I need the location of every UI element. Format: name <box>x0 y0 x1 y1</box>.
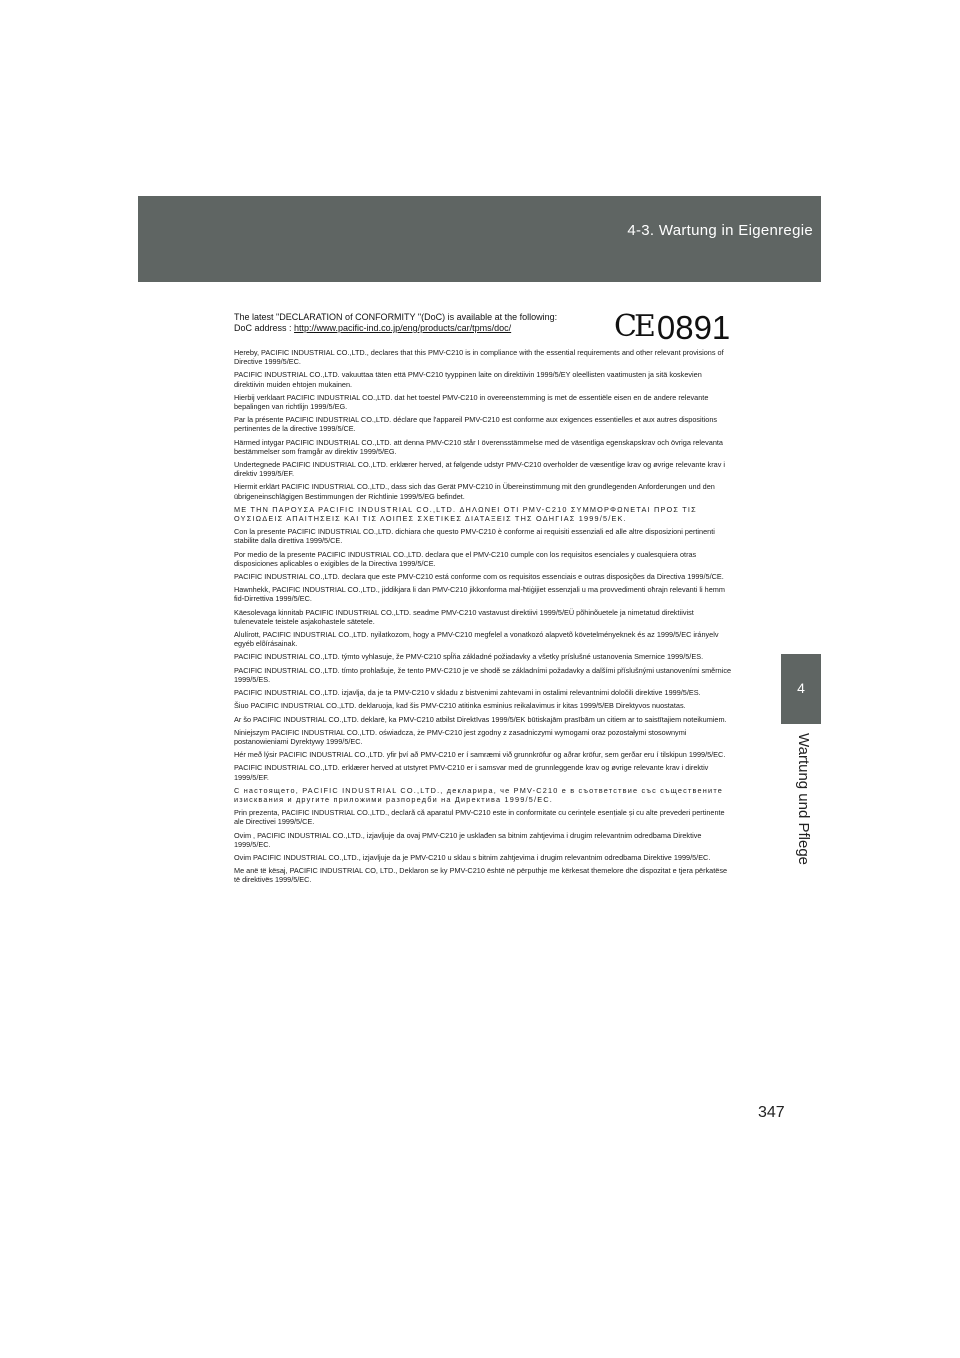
declaration-pl: Niniejszym PACIFIC INDUSTRIAL CO.,LTD. oświadcza, że PMV-C210 jest zgodny z zasadniczymi wymogami oraz pozostałymi stosownymi postanowieniami Dyrektywy 1999/5/EC. <box>234 727 687 746</box>
declaration-en: Hereby, PACIFIC INDUSTRIAL CO.,LTD., declares that this PMV-C210 is in compliance with the essential requirements and other relevant provisions of Directive 1999/5/EC. <box>234 348 724 367</box>
declaration-et: Käesolevaga kinnitab PACIFIC INDUSTRIAL CO.,LTD. seadme PMV-C210 vastavust direktiivi 1999/5/EÜ põhinõuetele ja nimetatud direktiivist tulenevatele teistele asjakohastele sätetele. <box>234 607 694 626</box>
declaration-sv: Härmed intygar PACIFIC INDUSTRIAL CO.,LTD. att denna PMV-C210 står I överensstämmelse med de väsentliga egenskapskrav och övriga relevanta bestämmelser som framgår av direktiv 1999/5/EG. <box>234 437 723 456</box>
ce-logo-icon: CE <box>614 309 653 344</box>
declaration-list <box>234 348 734 885</box>
declaration-el: ΜΕ ΤΗΝ ΠΑΡΟΥΣΑ PACIFIC INDUSTRIAL CO.,LTD. ΔΗΛΩΝΕΙ ΟΤΙ PMV-C210 ΣΥΜΜΟΡΦΩΝΕΤΑΙ ΠΡΟΣ ΤΙΣ ΟΥΣΙΩΔΕΙΣ ΑΠΑΙΤΗΣΕΙΣ ΚΑΙ ΤΙΣ ΛΟΙΠΕΣ ΣΧΕΤΙΚΕΣ ΔΙΑΤΑΞΕΙΣ ΤΗΣ ΟΔΗΓΙΑΣ 1999/5/ΕΚ. <box>234 504 697 524</box>
chapter-label-text: Wartung und Pflege <box>795 733 812 866</box>
declaration-sl: PACIFIC INDUSTRIAL CO.,LTD. izjavlja, da je ta PMV-C210 v skladu z bistvenimi zahtevami in ostalimi relevantnimi določili direktive 1999/5/ES. <box>234 688 701 698</box>
doc-intro: The latest "DECLARATION of CONFORMITY "(DoC) is available at the following: <box>234 312 558 322</box>
chapter-tab <box>781 654 821 724</box>
chapter-number: 4 <box>797 680 805 696</box>
declaration-no: PACIFIC INDUSTRIAL CO.,LTD. erklærer herved at utstyret PMV-C210 er i samsvar med de grunnleggende krav og øvrige relevante krav i direktiv 1999/5/EF. <box>234 763 709 782</box>
declaration-sk: PACIFIC INDUSTRIAL CO.,LTD. týmto vyhlasuje, že PMV-C210 spĺňa základné požiadavky a všetky príslušné ustanovenia Smernice 1999/5/ES. <box>234 652 704 662</box>
header-band <box>138 196 821 282</box>
declaration-lt: Šiuo PACIFIC INDUSTRIAL CO.,LTD. deklaruoja, kad šis PMV-C210 atitinka esminius reikalavimus ir kitas 1999/5/EB Direktyvos nuostatas. <box>234 701 686 711</box>
doc-address-link[interactable]: http://www.pacific-ind.co.jp/eng/products/car/tpms/doc/ <box>294 323 512 333</box>
declaration-nl: Hierbij verklaart PACIFIC INDUSTRIAL CO.,LTD. dat het toestel PMV-C210 in overeenstemming is met de essentiële eisen en de andere relevante bepalingen van richtlijn 1999/5/EG. <box>234 392 709 412</box>
declaration-cs: PACIFIC INDUSTRIAL CO.,LTD. tímto prohlašuje, že tento PMV-C210 je ve shodě se základními požadavky a dalšími příslušnými ustanoveními směrnice 1999/5/ES. <box>234 665 732 684</box>
page-number: 347 <box>758 1104 785 1121</box>
declaration-pt: PACIFIC INDUSTRIAL CO.,LTD. declara que este PMV-C210 está conforme com os requisitos essenciais e outras disposições da Directiva 1999/5/CE. <box>234 572 724 582</box>
declaration-of-conformity <box>234 308 734 889</box>
declaration-lv: Ar šo PACIFIC INDUSTRIAL CO.,LTD. deklarē, ka PMV-C210 atbilst Direktīvas 1999/5/EK būtiskajām prasībām un citiem ar to saistītajiem noteikumiem. <box>234 714 727 724</box>
chapter-label <box>792 733 812 883</box>
declaration-sq: Me anë të kësaj, PACIFIC INDUSTRIAL CO, LTD., Deklaron se ky PMV-C210 është në përputhje me kërkesat themelore dhe dispozitat e tjera përkatëse të direktivës 1999/5/EC. <box>234 866 728 885</box>
declaration-fi: PACIFIC INDUSTRIAL CO.,LTD. vakuuttaa täten että PMV-C210 tyyppinen laite on direktiivin 1999/5/EY oleellisten vaatimusten ja sitä koskevien direktiivin muiden ehtojen mukainen. <box>234 370 702 389</box>
declaration-mt: Hawnhekk, PACIFIC INDUSTRIAL CO.,LTD., jiddikjara li dan PMV-C210 jikkonforma mal-ħtiġijiet essenzjali u ma provvedimenti oħrajn relevanti li hemm fid-Dirrettiva 1999/5/EC. <box>234 585 725 604</box>
ce-mark <box>614 308 730 346</box>
declaration-fr: Par la présente PACIFIC INDUSTRIAL CO.,LTD. déclare que l'appareil PMV-C210 est conforme aux exigences essentielles et aux autres dispositions pertinentes de la directive 1999/5/CE. <box>234 415 718 434</box>
doc-address-prefix: DoC address : <box>234 323 295 333</box>
declaration-it: Con la presente PACIFIC INDUSTRIAL CO.,LTD. dichiara che questo PMV-C210 è conforme ai requisiti essenziali ed alle altre disposizioni pertinenti stabilite dalla direttiva 1999/5/CE. <box>234 527 715 546</box>
declaration-bs: Ovim PACIFIC INDUSTRIAL CO.,LTD., izjavljuje da je PMV-C210 u sklau s bitnim zahtjevima i drugim relevantnim odredbama Direktive 1999/5/EC. <box>234 852 711 862</box>
declaration-hr: Ovim , PACIFIC INDUSTRIAL CO.,LTD., izjavljuje da ovaj PMV-C210 je usklađen sa bitnim zahtjevima i drugim relevantnim odredbama Direktive 1999/5/EC. <box>234 830 702 849</box>
doc-header <box>234 308 734 348</box>
declaration-da: Undertegnede PACIFIC INDUSTRIAL CO.,LTD. erklærer herved, at følgende udstyr PMV-C210 overholder de væsentlige krav og øvrige relevante krav i direktiv 1999/5/EF. <box>234 460 725 479</box>
declaration-bg: С настоящето, PACIFIC INDUSTRIAL CO.,LTD., декларира, че PMV-C210 е в съответствие със съществените изисквания и другите приложими разпоредби на Директива 1999/5/ЕС. <box>234 785 724 804</box>
declaration-ro: Prin prezenta, PACIFIC INDUSTRIAL CO.,LTD., declară că aparatul PMV-C210 este in conformitate cu cerințele esențiale și cu alte prevederi pertinente ale Directivei 1999/5/CE. <box>234 808 725 827</box>
section-title: 4-3. Wartung in Eigenregie <box>627 222 813 239</box>
declaration-is: Hér með lýsir PACIFIC INDUSTRIAL CO.,LTD. yfir því að PMV-C210 er í samræmi við grunnkröfur og aðrar kröfur, sem gerðar eru í tilskipun 1999/5/EC. <box>234 750 726 760</box>
declaration-es: Por medio de la presente PACIFIC INDUSTRIAL CO.,LTD. declara que el PMV-C210 cumple con los requisitos esenciales y cualesquiera otras disposiciones aplicables o exigibles de la Directiva 1999/5/CE. <box>234 549 697 568</box>
declaration-de: Hiermit erklärt PACIFIC INDUSTRIAL CO.,LTD., dass sich das Gerät PMV-C210 in Übereinstimmung mit den grundlegenden Anforderungen und den übrigeneinschlägigen Bestimmungen der Richtlinie 1999/5/EG befindet. <box>234 482 715 501</box>
notified-body-number: 0891 <box>656 308 731 346</box>
declaration-hu: Alulírott, PACIFIC INDUSTRIAL CO.,LTD. nyilatkozom, hogy a PMV-C210 megfelel a vonatkozó alapvetõ követelményeknek és az 1999/5/EC irányelv egyéb elõírásainak. <box>234 630 719 649</box>
